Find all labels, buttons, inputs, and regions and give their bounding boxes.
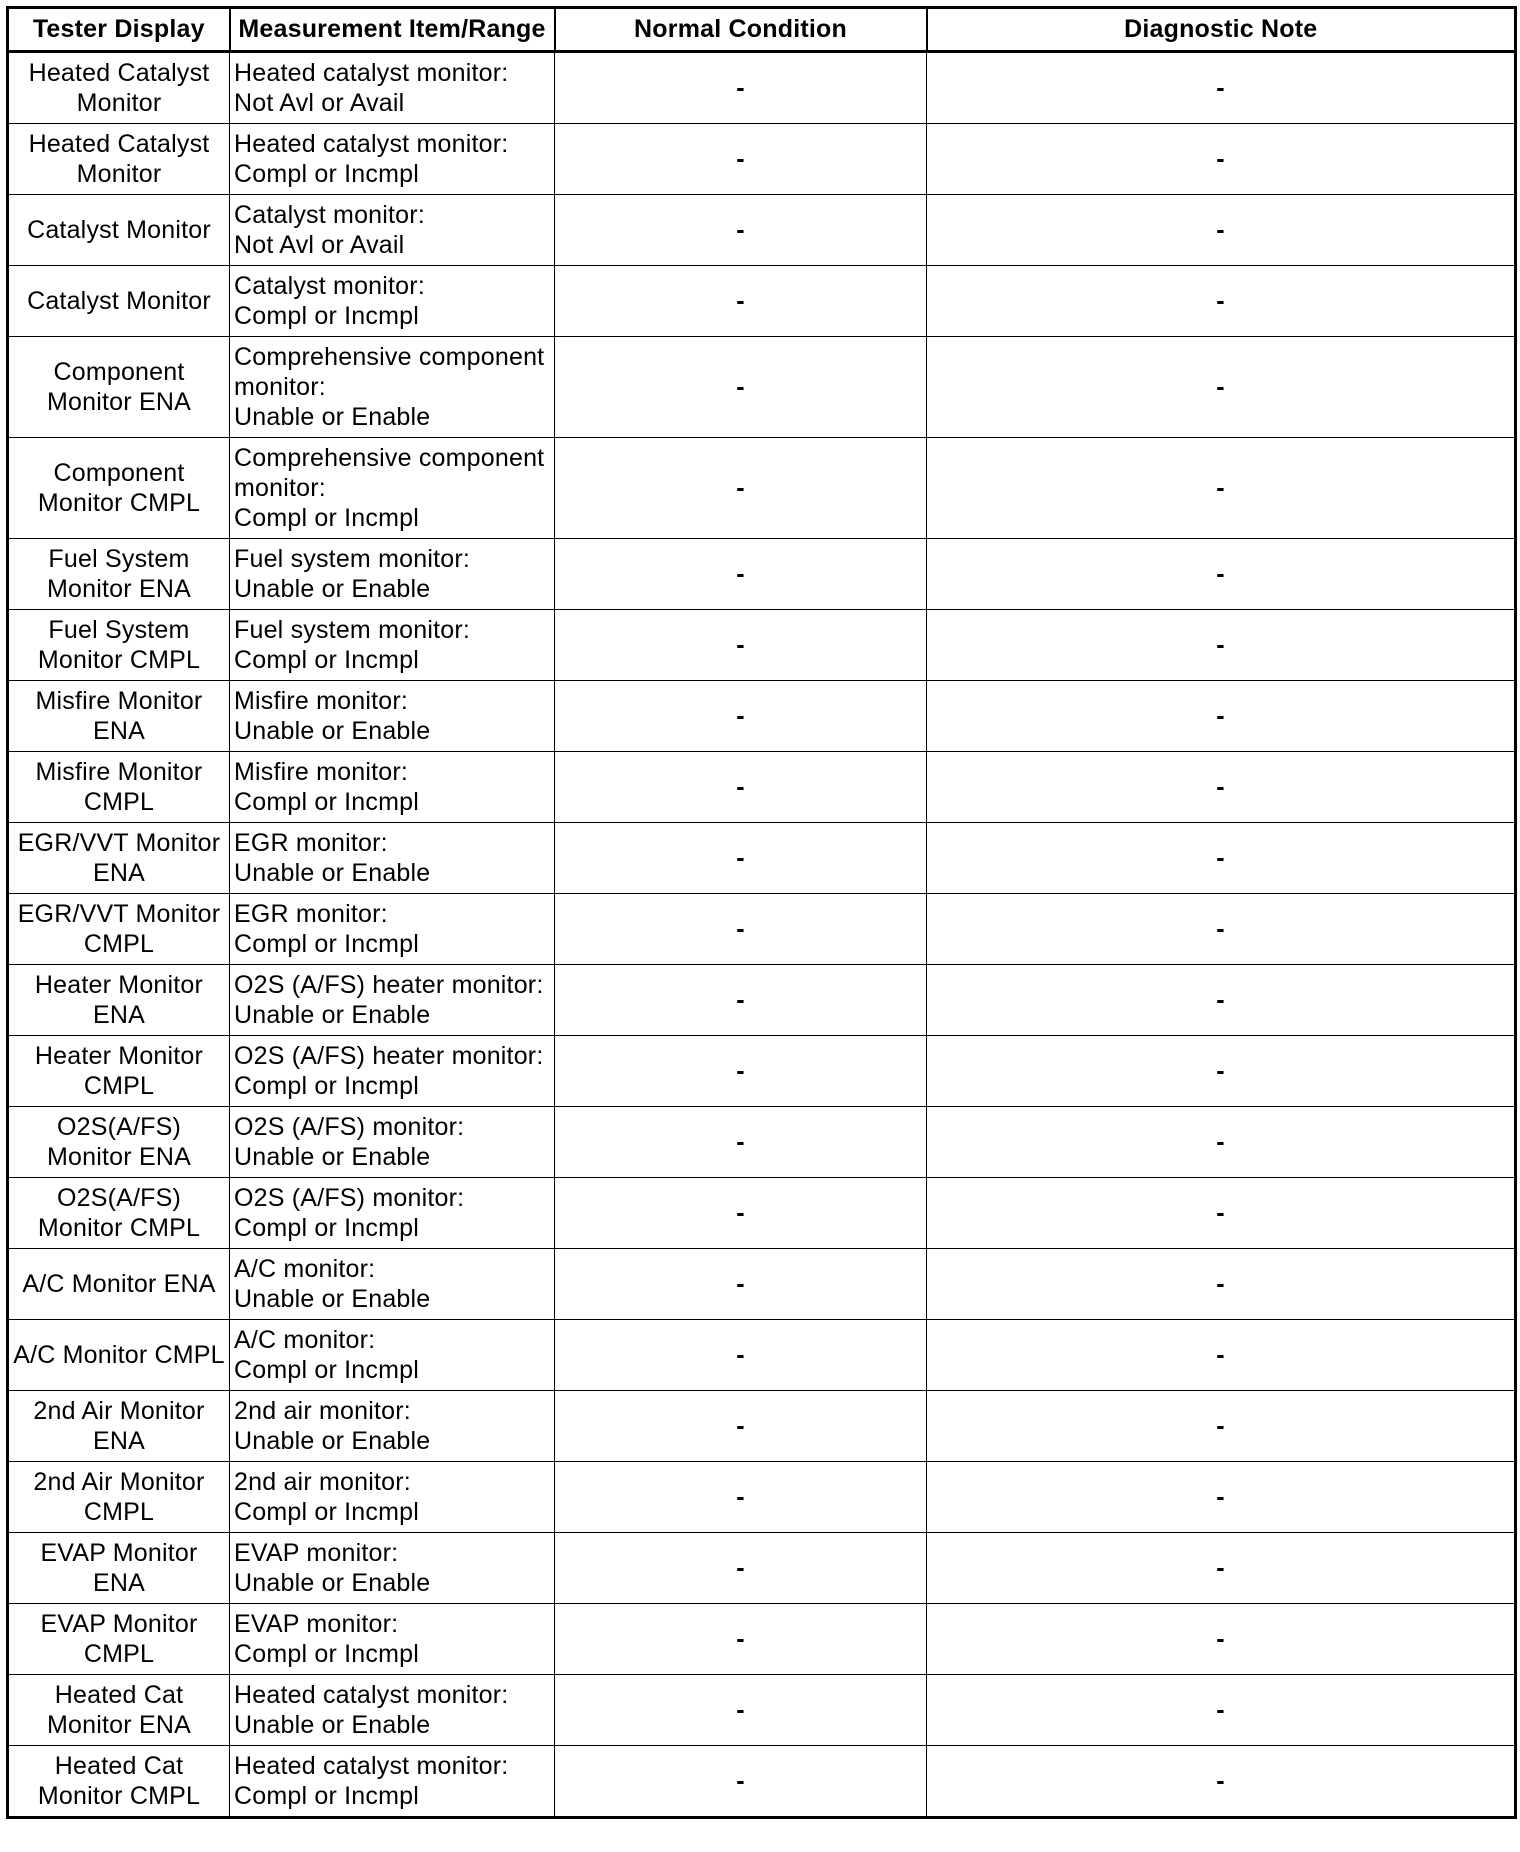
table-row (8, 1462, 1516, 1533)
diagnostic-note-cell: - (927, 1391, 1516, 1462)
measurement-cell: Misfire monitor: Compl or Incmpl (230, 752, 555, 823)
normal-condition-cell: - (555, 539, 927, 610)
header-measurement-item-range: Measurement Item/Range (230, 8, 555, 52)
normal-condition-cell: - (555, 195, 927, 266)
diagnostic-note-cell: - (927, 894, 1516, 965)
diagnostic-note-cell: - (927, 610, 1516, 681)
normal-condition-cell: - (555, 752, 927, 823)
measurement-cell: Heated catalyst monitor: Unable or Enable (230, 1675, 555, 1746)
table-body (8, 52, 1516, 1818)
measurement-cell: Misfire monitor: Unable or Enable (230, 681, 555, 752)
diagnostic-note-cell: - (927, 681, 1516, 752)
measurement-cell: Catalyst monitor: Compl or Incmpl (230, 266, 555, 337)
measurement-cell: EGR monitor: Unable or Enable (230, 823, 555, 894)
tester-display-cell: Catalyst Monitor (8, 266, 230, 337)
monitor-status-table (6, 6, 1517, 1819)
diagnostic-note-cell: - (927, 52, 1516, 124)
diagnostic-note-cell: - (927, 965, 1516, 1036)
normal-condition-cell: - (555, 1533, 927, 1604)
tester-display-cell: O2S(A/FS) Monitor CMPL (8, 1178, 230, 1249)
normal-condition-cell: - (555, 894, 927, 965)
table-row (8, 52, 1516, 124)
measurement-cell: A/C monitor: Compl or Incmpl (230, 1320, 555, 1391)
normal-condition-cell: - (555, 1604, 927, 1675)
tester-display-cell: Heater Monitor CMPL (8, 1036, 230, 1107)
tester-display-cell: A/C Monitor ENA (8, 1249, 230, 1320)
tester-display-cell: Heated Cat Monitor ENA (8, 1675, 230, 1746)
tester-display-cell: Fuel System Monitor ENA (8, 539, 230, 610)
tester-display-cell: A/C Monitor CMPL (8, 1320, 230, 1391)
measurement-cell: 2nd air monitor: Compl or Incmpl (230, 1462, 555, 1533)
tester-display-cell: Heated Catalyst Monitor (8, 52, 230, 124)
table-row (8, 610, 1516, 681)
tester-display-cell: Misfire Monitor ENA (8, 681, 230, 752)
measurement-cell: EVAP monitor: Compl or Incmpl (230, 1604, 555, 1675)
table-row (8, 1249, 1516, 1320)
normal-condition-cell: - (555, 1462, 927, 1533)
tester-display-cell: Heated Catalyst Monitor (8, 124, 230, 195)
table-row (8, 823, 1516, 894)
table-header (8, 8, 1516, 52)
tester-display-cell: Component Monitor CMPL (8, 438, 230, 539)
normal-condition-cell: - (555, 438, 927, 539)
normal-condition-cell: - (555, 1675, 927, 1746)
table-row (8, 539, 1516, 610)
diagnostic-note-cell: - (927, 1533, 1516, 1604)
normal-condition-cell: - (555, 823, 927, 894)
measurement-cell: Fuel system monitor: Unable or Enable (230, 539, 555, 610)
tester-display-cell: Fuel System Monitor CMPL (8, 610, 230, 681)
measurement-cell: O2S (A/FS) monitor: Compl or Incmpl (230, 1178, 555, 1249)
diagnostic-note-cell: - (927, 1746, 1516, 1818)
measurement-cell: Catalyst monitor: Not Avl or Avail (230, 195, 555, 266)
table-row (8, 266, 1516, 337)
diagnostic-note-cell: - (927, 438, 1516, 539)
diagnostic-note-cell: - (927, 1675, 1516, 1746)
table-row (8, 124, 1516, 195)
measurement-cell: Comprehensive component monitor: Unable or Enable (230, 337, 555, 438)
normal-condition-cell: - (555, 681, 927, 752)
tester-display-cell: EGR/VVT Monitor CMPL (8, 894, 230, 965)
measurement-cell: Comprehensive component monitor: Compl or Incmpl (230, 438, 555, 539)
measurement-cell: A/C monitor: Unable or Enable (230, 1249, 555, 1320)
tester-display-cell: Heater Monitor ENA (8, 965, 230, 1036)
normal-condition-cell: - (555, 1107, 927, 1178)
normal-condition-cell: - (555, 1036, 927, 1107)
tester-display-cell: Catalyst Monitor (8, 195, 230, 266)
measurement-cell: Heated catalyst monitor: Compl or Incmpl (230, 1746, 555, 1818)
tester-display-cell: Misfire Monitor CMPL (8, 752, 230, 823)
diagnostic-note-cell: - (927, 195, 1516, 266)
normal-condition-cell: - (555, 1746, 927, 1818)
diagnostic-note-cell: - (927, 752, 1516, 823)
measurement-cell: O2S (A/FS) heater monitor: Compl or Incmpl (230, 1036, 555, 1107)
header-diagnostic-note: Diagnostic Note (927, 8, 1516, 52)
tester-display-cell: EVAP Monitor CMPL (8, 1604, 230, 1675)
table-row (8, 1604, 1516, 1675)
diagnostic-note-cell: - (927, 1036, 1516, 1107)
normal-condition-cell: - (555, 1249, 927, 1320)
table-row (8, 1107, 1516, 1178)
table-row (8, 752, 1516, 823)
tester-display-cell: EGR/VVT Monitor ENA (8, 823, 230, 894)
diagnostic-note-cell: - (927, 539, 1516, 610)
normal-condition-cell: - (555, 1320, 927, 1391)
measurement-cell: Heated catalyst monitor: Not Avl or Avail (230, 52, 555, 124)
table-row (8, 1391, 1516, 1462)
table-row (8, 965, 1516, 1036)
diagnostic-note-cell: - (927, 823, 1516, 894)
measurement-cell: O2S (A/FS) monitor: Unable or Enable (230, 1107, 555, 1178)
measurement-cell: Fuel system monitor: Compl or Incmpl (230, 610, 555, 681)
measurement-cell: EVAP monitor: Unable or Enable (230, 1533, 555, 1604)
table-row (8, 195, 1516, 266)
table-row (8, 681, 1516, 752)
normal-condition-cell: - (555, 965, 927, 1036)
normal-condition-cell: - (555, 337, 927, 438)
measurement-cell: 2nd air monitor: Unable or Enable (230, 1391, 555, 1462)
tester-display-cell: EVAP Monitor ENA (8, 1533, 230, 1604)
tester-display-cell: Component Monitor ENA (8, 337, 230, 438)
diagnostic-note-cell: - (927, 124, 1516, 195)
tester-display-cell: 2nd Air Monitor CMPL (8, 1462, 230, 1533)
diagnostic-note-cell: - (927, 1249, 1516, 1320)
normal-condition-cell: - (555, 52, 927, 124)
diagnostic-note-cell: - (927, 266, 1516, 337)
header-tester-display: Tester Display (8, 8, 230, 52)
table-row (8, 438, 1516, 539)
table-row (8, 337, 1516, 438)
table-row (8, 1746, 1516, 1818)
table-row (8, 1533, 1516, 1604)
diagnostic-note-cell: - (927, 337, 1516, 438)
normal-condition-cell: - (555, 610, 927, 681)
normal-condition-cell: - (555, 1391, 927, 1462)
tester-display-cell: O2S(A/FS) Monitor ENA (8, 1107, 230, 1178)
table-row (8, 1675, 1516, 1746)
table-row (8, 1320, 1516, 1391)
table-row (8, 1036, 1516, 1107)
tester-display-cell: 2nd Air Monitor ENA (8, 1391, 230, 1462)
header-normal-condition: Normal Condition (555, 8, 927, 52)
measurement-cell: O2S (A/FS) heater monitor: Unable or Enable (230, 965, 555, 1036)
measurement-cell: EGR monitor: Compl or Incmpl (230, 894, 555, 965)
normal-condition-cell: - (555, 266, 927, 337)
diagnostic-note-cell: - (927, 1107, 1516, 1178)
diagnostic-note-cell: - (927, 1604, 1516, 1675)
diagnostic-note-cell: - (927, 1178, 1516, 1249)
diagnostic-note-cell: - (927, 1320, 1516, 1391)
normal-condition-cell: - (555, 124, 927, 195)
tester-display-cell: Heated Cat Monitor CMPL (8, 1746, 230, 1818)
header-row (8, 8, 1516, 52)
measurement-cell: Heated catalyst monitor: Compl or Incmpl (230, 124, 555, 195)
normal-condition-cell: - (555, 1178, 927, 1249)
table-row (8, 1178, 1516, 1249)
diagnostic-note-cell: - (927, 1462, 1516, 1533)
table-row (8, 894, 1516, 965)
